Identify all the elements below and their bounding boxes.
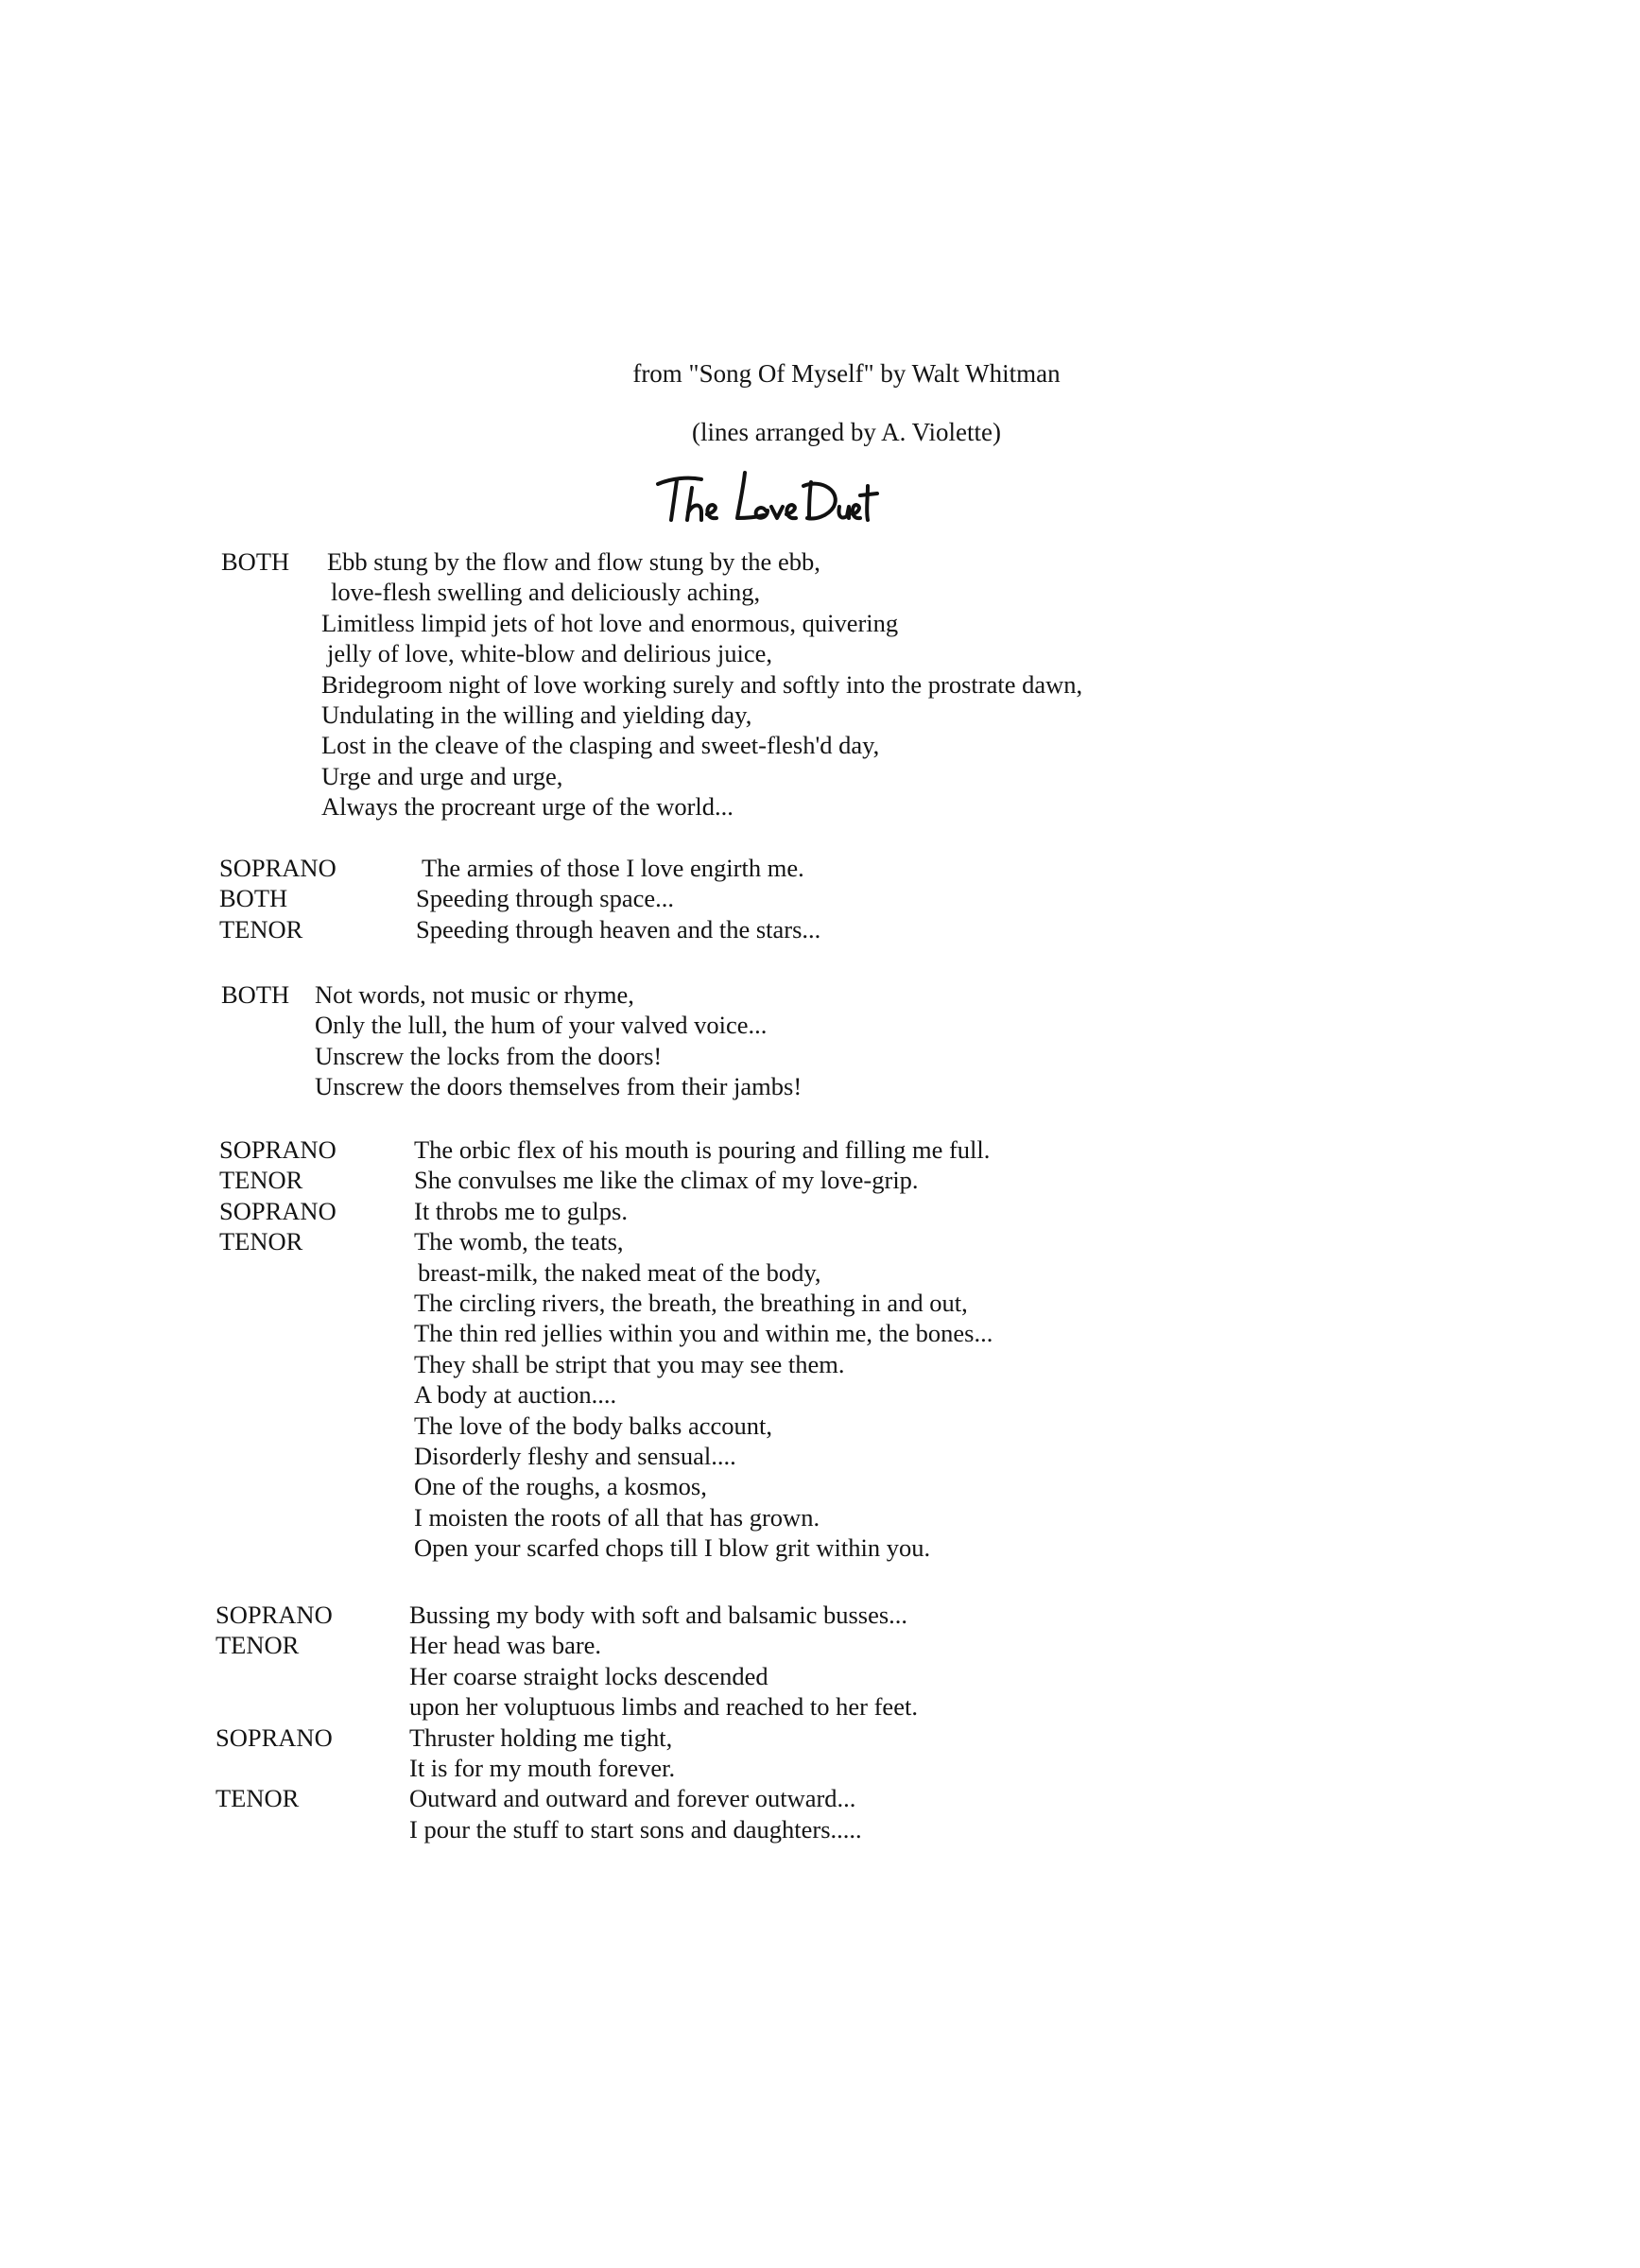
verse-line: love-flesh swelling and deliciously aching,: [331, 578, 761, 607]
verse-line: Open your scarfed chops till I blow grit within you.: [414, 1533, 931, 1563]
verse-line: Speeding through space...: [416, 884, 675, 913]
verse-line: The thin red jellies within you and within me, the bones...: [414, 1319, 993, 1348]
verse-line: One of the roughs, a kosmos,: [414, 1472, 707, 1501]
verse-line: breast-milk, the naked meat of the body,: [418, 1257, 821, 1287]
speaker-label: TENOR: [216, 1784, 300, 1813]
handwritten-title-signature: [652, 463, 879, 529]
verse-line: A body at auction....: [414, 1380, 617, 1410]
verse-line: Bridegroom night of love working surely and softly into the prostrate dawn,: [321, 669, 1083, 699]
verse-line: Outward and outward and forever outward...: [409, 1784, 856, 1813]
speaker-label: TENOR: [219, 1227, 303, 1256]
verse-line: I pour the stuff to start sons and daughters.....: [409, 1814, 862, 1844]
speaker-label: SOPRANO: [216, 1601, 333, 1629]
verse-line: Unscrew the locks from the doors!: [315, 1041, 663, 1070]
verse-line: jelly of love, white-blow and delirious juice,: [327, 639, 772, 668]
verse-line: It throbs me to gulps.: [414, 1196, 628, 1225]
verse-line: Her head was bare.: [409, 1631, 602, 1660]
verse-line: upon her voluptuous limbs and reached to her feet.: [409, 1692, 918, 1722]
speaker-label: BOTH: [221, 980, 290, 1009]
speaker-label: SOPRANO: [219, 1196, 337, 1225]
speaker-label: SOPRANO: [219, 854, 337, 882]
verse-line: I moisten the roots of all that has grown.: [414, 1502, 820, 1532]
verse-line: The orbic flex of his mouth is pouring and filling me full.: [414, 1135, 991, 1164]
verse-line: Undulating in the willing and yielding day,: [321, 701, 752, 729]
verse-line: The armies of those I love engirth me.: [422, 854, 804, 882]
speaker-label: BOTH: [221, 547, 290, 576]
verse-line: Speeding through heaven and the stars...: [416, 914, 821, 944]
verse-line: Always the procreant urge of the world...: [321, 792, 734, 822]
speaker-label: TENOR: [219, 914, 303, 944]
verse-line: The circling rivers, the breath, the breathing in and out,: [414, 1289, 968, 1317]
verse-line: The womb, the teats,: [414, 1227, 624, 1256]
verse-line: The love of the body balks account,: [414, 1411, 772, 1440]
speaker-label: BOTH: [219, 884, 288, 913]
verse-line: Bussing my body with soft and balsamic busses...: [409, 1601, 908, 1629]
verse-line: Thruster holding me tight,: [409, 1723, 673, 1752]
speaker-label: SOPRANO: [219, 1135, 337, 1164]
verse-line: Lost in the cleave of the clasping and sweet-flesh'd day,: [321, 731, 880, 760]
speaker-label: TENOR: [216, 1631, 300, 1660]
verse-line: They shall be stript that you may see them.: [414, 1349, 845, 1378]
verse-line: Not words, not music or rhyme,: [315, 980, 634, 1009]
verse-line: Disorderly fleshy and sensual....: [414, 1442, 736, 1470]
source-attribution: from "Song Of Myself" by Walt Whitman: [632, 359, 1061, 388]
speaker-label: SOPRANO: [216, 1723, 333, 1752]
verse-line: Urge and urge and urge,: [321, 761, 563, 790]
verse-line: She convulses me like the climax of my love-grip.: [414, 1166, 919, 1195]
verse-line: It is for my mouth forever.: [409, 1754, 676, 1782]
arranger-credit: (lines arranged by A. Violette): [691, 418, 1002, 446]
verse-line: Unscrew the doors themselves from their jambs!: [315, 1072, 803, 1101]
verse-line: Her coarse straight locks descended: [409, 1661, 768, 1690]
speaker-label: TENOR: [219, 1166, 303, 1195]
verse-line: Ebb stung by the flow and flow stung by the ebb,: [327, 547, 820, 576]
verse-line: Limitless limpid jets of hot love and enormous, quivering: [321, 608, 899, 637]
verse-line: Only the lull, the hum of your valved voice...: [315, 1011, 768, 1040]
